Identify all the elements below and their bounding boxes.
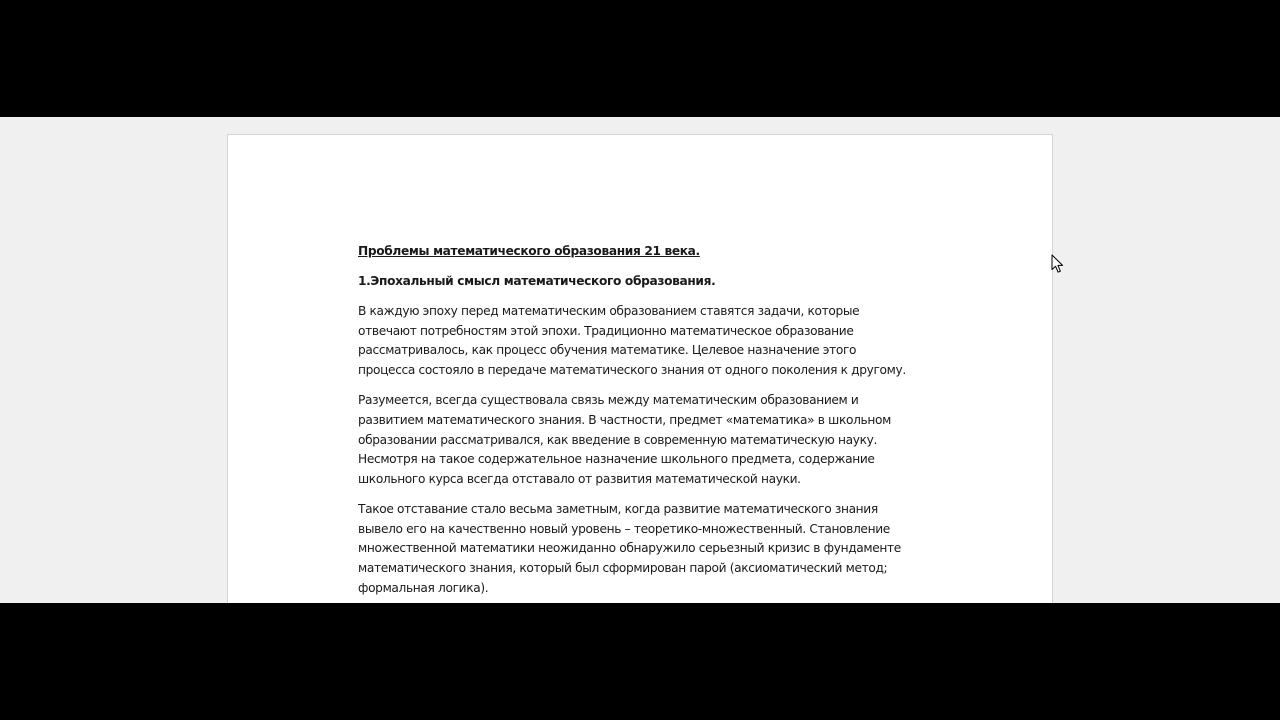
text-line: Такое отставание стало весьма заметным, когда развитие математического знания bbox=[358, 501, 878, 516]
paragraph bbox=[358, 391, 928, 490]
document-page[interactable] bbox=[227, 134, 1053, 603]
section-heading: 1.Эпохальный смысл математического образования. bbox=[358, 274, 716, 288]
text-line: рассматривалось, как процесс обучения математике. Целевое назначение этого bbox=[358, 343, 857, 358]
text-line: множественной математики неожиданно обнаружило серьезный кризис в фундаменте bbox=[358, 541, 901, 556]
mouse-pointer-icon bbox=[1051, 254, 1065, 274]
document-title: Проблемы математического образования 21 века. bbox=[358, 244, 700, 258]
text-line: образовании рассматривался, как введение в современную математическую науку. bbox=[358, 432, 877, 447]
text-line: процесса состояло в передаче математического знания от одного поколения к другому. bbox=[358, 363, 906, 378]
text-line: развитием математического знания. В частности, предмет «математика» в школьном bbox=[358, 412, 891, 427]
document-body[interactable] bbox=[358, 242, 928, 603]
paragraph bbox=[358, 302, 928, 381]
text-line: отвечают потребностям этой эпохи. Традиционно математическое образование bbox=[358, 323, 854, 338]
text-line: вывело его на качественно новый уровень – теоретико-множественный. Становление bbox=[358, 521, 890, 536]
text-line: Несмотря на такое содержательное назначение школьного предмета, содержание bbox=[358, 452, 875, 467]
text-line: Разумеется, всегда существовала связь между математическим образованием и bbox=[358, 393, 859, 408]
text-line: В каждую эпоху перед математическим образованием ставятся задачи, которые bbox=[358, 304, 860, 318]
document-viewport[interactable] bbox=[0, 117, 1280, 603]
text-line: математического знания, который был сформирован парой (аксиоматический метод; bbox=[358, 561, 888, 576]
paragraph bbox=[358, 500, 928, 599]
text-line: школьного курса всегда отставало от развития математической науки. bbox=[358, 471, 801, 486]
text-line: формальная логика). bbox=[358, 580, 489, 595]
